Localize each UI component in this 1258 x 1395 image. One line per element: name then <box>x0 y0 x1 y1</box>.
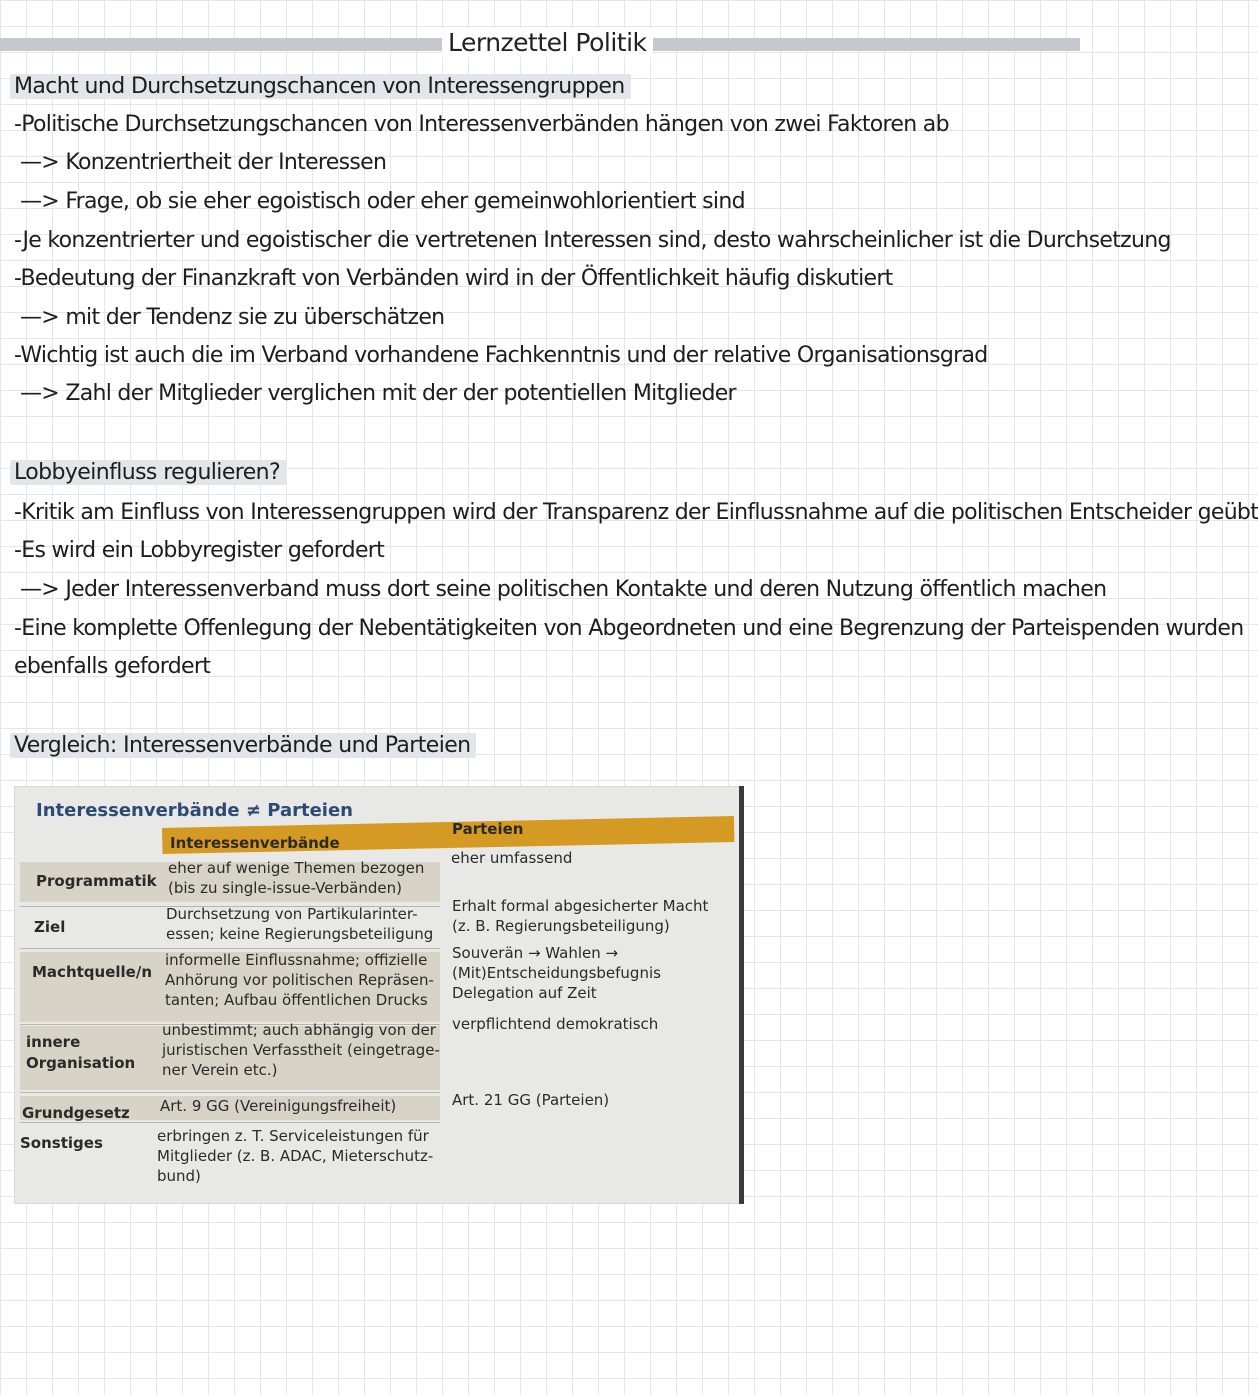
cell-verbaende-machtquelle: informelle Einflussnahme; offizielle Anhörung vor politischen Repräsen- tanten; Aufbau öffentlichen Drucks <box>165 951 434 1009</box>
row-label-sonstiges: Sonstiges <box>20 1134 103 1152</box>
text-line: —> Zahl der Mitglieder verglichen mit der der potentiellen Mitglieder <box>20 381 736 406</box>
row-label-grundgesetz: Grundgesetz <box>22 1104 130 1122</box>
text-line: —> Frage, ob sie eher egoistisch oder eher gemeinwohlorientiert sind <box>20 189 745 214</box>
text-line: -Politische Durchsetzungschancen von Interessenverbänden hängen von zwei Faktoren ab <box>14 112 949 137</box>
row-divider <box>20 948 440 949</box>
row-label-ziel: Ziel <box>34 918 66 936</box>
cell-verbaende-grundgesetz: Art. 9 GG (Vereinigungsfreiheit) <box>160 1097 397 1115</box>
cell-parteien-grundgesetz: Art. 21 GG (Parteien) <box>452 1091 610 1109</box>
row-divider <box>20 1092 440 1093</box>
photo-edge <box>739 786 744 1204</box>
text-line: -Wichtig ist auch die im Verband vorhandene Fachkenntnis und der relative Organisationsgrad <box>14 343 988 368</box>
text-line: —> Jeder Interessenverband muss dort seine politischen Kontakte und deren Nutzung öffentlich machen <box>20 577 1107 602</box>
text-line: -Je konzentrierter und egoistischer die vertretenen Interessen sind, desto wahrscheinlicher ist die Durchsetzung <box>14 228 1171 253</box>
row-label-programmatik: Programmatik <box>36 872 157 890</box>
col-header-parteien: Parteien <box>452 820 524 838</box>
page-title: Lernzettel Politik <box>442 28 653 57</box>
text-line: ebenfalls gefordert <box>14 654 211 679</box>
text-line: -Bedeutung der Finanzkraft von Verbänden wird in der Öffentlichkeit häufig diskutiert <box>14 266 893 291</box>
cell-verbaende-organisation: unbestimmt; auch abhängig von der juristischen Verfasstheit (eingetrage- ner Verein etc.) <box>162 1021 440 1079</box>
table-title: Interessenverbände ≠ Parteien <box>36 800 353 821</box>
text-line: -Eine komplette Offenlegung der Nebentätigkeiten von Abgeordneten und eine Begrenzung der Parteispenden wurden <box>14 616 1244 641</box>
section-heading-vergleich: Vergleich: Interessenverbände und Parteien <box>10 733 476 758</box>
cell-parteien-programmatik: eher umfassend <box>451 849 573 867</box>
cell-verbaende-sonstiges: erbringen z. T. Serviceleistungen für Mitglieder (z. B. ADAC, Mieterschutz- bund) <box>157 1127 434 1185</box>
cell-verbaende-programmatik: eher auf wenige Themen bezogen (bis zu single-issue-Verbänden) <box>168 859 425 897</box>
row-label-organisation: innere Organisation <box>26 1033 136 1072</box>
section-heading-macht: Macht und Durchsetzungschancen von Interessengruppen <box>10 74 631 99</box>
cell-verbaende-ziel: Durchsetzung von Partikularinter- essen; keine Regierungsbeteiligung <box>166 905 434 943</box>
cell-parteien-organisation: verpflichtend demokratisch <box>452 1015 659 1033</box>
section-heading-lobby: Lobbyeinfluss regulieren? <box>10 460 286 485</box>
cell-parteien-machtquelle: Souverän → Wahlen → (Mit)Entscheidungsbefugnis Delegation auf Zeit <box>452 944 661 1002</box>
row-label-machtquelle: Machtquelle/n <box>32 963 152 981</box>
text-line: -Kritik am Einfluss von Interessengruppen wird der Transparenz der Einflussnahme auf die politischen Entscheider geübt <box>14 500 1258 525</box>
text-line: —> mit der Tendenz sie zu überschätzen <box>20 305 445 330</box>
text-line: —> Konzentriertheit der Interessen <box>20 150 387 175</box>
text-line: -Es wird ein Lobbyregister gefordert <box>14 538 385 563</box>
comparison-table-photo <box>14 786 744 1204</box>
col-header-verbaende: Interessenverbände <box>170 834 340 852</box>
row-divider <box>20 1122 440 1123</box>
cell-parteien-ziel: Erhalt formal abgesicherter Macht (z. B. Regierungsbeteiligung) <box>452 897 709 935</box>
